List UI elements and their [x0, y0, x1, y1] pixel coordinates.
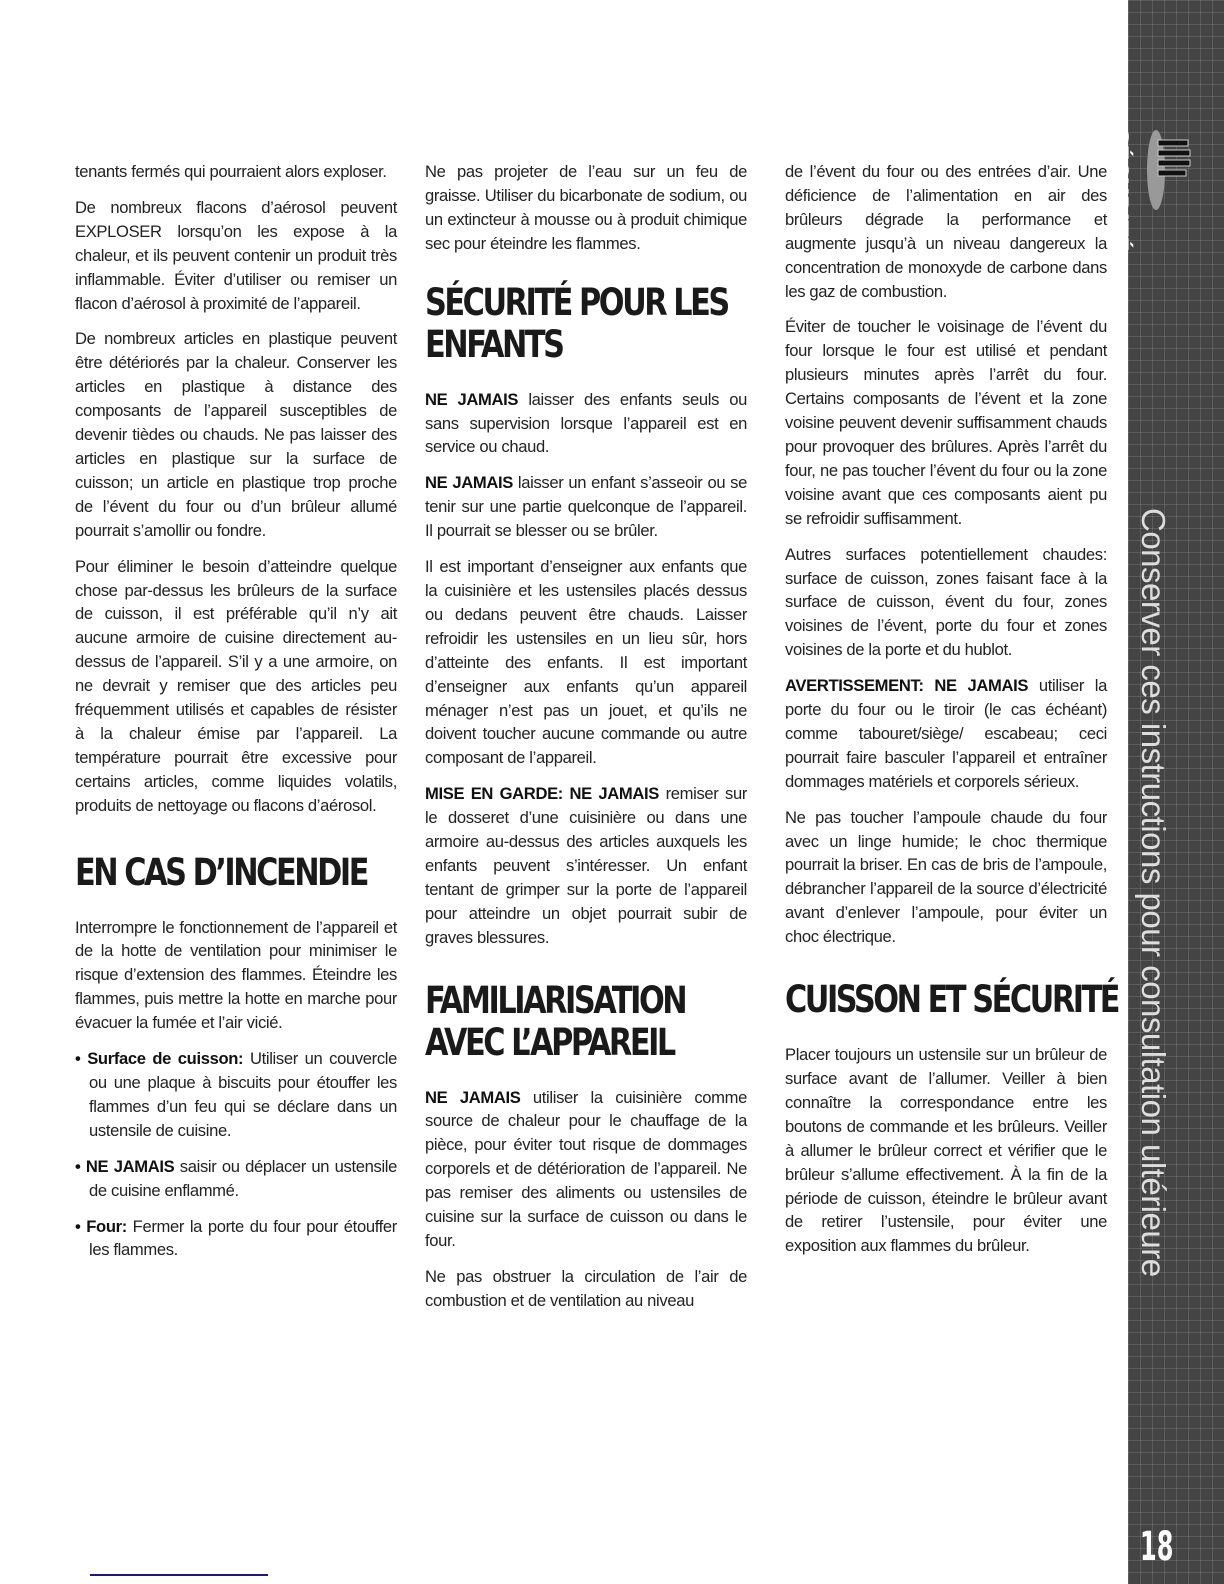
paragraph-text: saisir ou déplacer un ustensile de cuisine enflammé. — [89, 1156, 397, 1200]
paragraph — [785, 674, 1107, 794]
column-2 — [425, 160, 747, 1325]
paragraph — [785, 1043, 1107, 1258]
heading-securite-enfants — [425, 280, 728, 366]
paragraph-text: Interrompre le fonctionnement de l’appareil et de la hotte de ventilation pour minimiser le risque d’extension des flammes. Éteindre les flammes, puis mettre la hotte en marche pour évacuer la fumée et l’air vicié. — [75, 917, 397, 1033]
paragraph — [75, 327, 397, 542]
paragraph-lead: • NE JAMAIS — [75, 1156, 175, 1176]
paragraph — [75, 1155, 397, 1203]
paragraph-text: laisser des enfants seuls ou sans supervision lorsque l’appareil est en service ou chaud. — [425, 389, 747, 457]
vertical-notice: Conserver ces instructions pour consultation ultérieure — [1135, 508, 1172, 1277]
paragraph — [75, 916, 397, 1036]
paragraph-text: laisser un enfant s’asseoir ou se tenir sur une partie quelconque de l’appareil. Il pourrait se blesser ou se brûler. — [425, 473, 747, 541]
paragraph — [75, 1047, 397, 1143]
paragraph — [425, 1086, 747, 1253]
column-1 — [75, 160, 397, 1274]
paragraph-text: Autres surfaces potentiellement chaudes: surface de cuisson, zones faisant face à la surface de cuisson, évent du four, zones voisines de l’évent, porte du four et zones voisines de la porte et du hublot. — [785, 544, 1107, 660]
paragraph — [75, 160, 397, 184]
page-number: 18 — [1140, 1524, 1174, 1570]
paragraph — [785, 543, 1107, 663]
paragraph — [75, 196, 397, 316]
heading-en-cas-d-incendie: EN CAS D’INCENDIE — [75, 850, 367, 894]
paragraph-text: Ne pas obstruer la circulation de l’air de combustion et de ventilation au niveau — [425, 1266, 747, 1310]
paragraph-text: remiser sur le dosseret d’une cuisinière ou dans une armoire au-dessus des articles auxquels les enfants peuvent s’intéresser. Un enfant tentant de grimper sur la porte de l’appareil pour atteindre un objet pourrait subir de graves blessures. — [425, 784, 747, 947]
paragraph-lead: NE JAMAIS — [425, 473, 513, 493]
paragraph — [425, 160, 747, 256]
hand-icon — [1136, 110, 1196, 230]
paragraph — [425, 782, 747, 949]
paragraph — [785, 315, 1107, 530]
paragraph-lead: NE JAMAIS — [425, 1087, 521, 1107]
paragraph-text: Il est important d’enseigner aux enfants que la cuisinière et les ustensiles placés dessus ou dedans peuvent être chauds. Laisser refroidir les ustensiles en un lieu sûr, hors d’atteinte des enfants. Il est important d’enseigner aux enfants qu’un appareil ménager n’est pas un jouet, et qu’ils ne doivent toucher aucune commande ou autre composant de l’appareil. — [425, 557, 747, 768]
paragraph-lead: • Four: — [75, 1216, 127, 1236]
heading-line: SÉCURITÉ POUR LES — [425, 280, 728, 324]
paragraph-text: Éviter de toucher le voisinage de l’évent du four lorsque le four est utilisé et pendant plusieurs minutes après l’arrêt du four. Certains composants de l’évent et la zone voisine peuvent devenir suffisamment chauds pour provoquer des brûlures. Après l’arrêt du four, ne pas toucher l’évent du four ou la zone voisine avant que ces composants aient pu se refroidir suffisamment. — [785, 317, 1107, 528]
heading-familiarisation — [425, 980, 689, 1064]
paragraph — [75, 1215, 397, 1263]
column-3 — [785, 160, 1119, 1270]
paragraph-text: Pour éliminer le besoin d’atteindre quelque chose par-dessus les brûleurs de la surface de cuisson, il est préférable qu’il n’y ait aucune armoire de cuisine directement au-dessus de l’appareil. S’il y a une armoire, on ne devrait y remiser que des articles peu fréquemment utilisés et capables de résister à la chaleur émise par l’appareil. La température pourrait être excessive pour certains articles, comme liquides volatils, produits de nettoyage ou flacons d’aérosol. — [75, 556, 397, 815]
paragraph — [785, 806, 1107, 949]
paragraph-text: De nombreux flacons d’aérosol peuvent EXPLOSER lorsqu’on les expose à la chaleur, et ils peuvent contenir un produit très inflammable. Éviter d’utiliser ou remiser un flacon d’aérosol à proximité de l’appareil. — [75, 197, 397, 313]
paragraph-text: tenants fermés qui pourraient alors exploser. — [75, 162, 387, 181]
heading-line: FAMILIARISATION — [425, 978, 686, 1022]
paragraph-text: utiliser la cuisinière comme source de chaleur pour le chauffage de la pièce, pour éviter tout risque de dommages corporels et de détérioration de l’appareil. Ne pas remiser des aliments ou ustensiles de cuisine sur la surface de cuisson ou dans le four. — [425, 1087, 747, 1250]
paragraph-lead: AVERTISSEMENT: NE JAMAIS — [785, 676, 1029, 696]
paragraph-lead: NE JAMAIS — [425, 389, 519, 409]
paragraph-text: utiliser la porte du four ou le tiroir (le cas échéant) comme tabouret/siège/ escabeau; ceci pourrait faire basculer l’appareil et entraîner dommages matériels et corporels sérieux. — [785, 676, 1107, 791]
heading-line: AVEC L’APPAREIL — [425, 1020, 674, 1064]
paragraph — [425, 471, 747, 543]
paragraph — [425, 555, 747, 770]
paragraph-text: De nombreux articles en plastique peuvent être détériorés par la chaleur. Conserver les articles en plastique à distance des composants de l’appareil susceptibles de devenir tièdes ou chauds. Ne pas laisser des articles en plastique sur la surface de cuisson; un article en plastique trop proche de l’évent du four ou d’un brûleur allumé pourrait s’amollir ou fondre. — [75, 329, 397, 540]
paragraph — [425, 1265, 747, 1313]
paragraph-text: de l’évent du four ou des entrées d’air. Une déficience de l’alimentation en air des brûleurs dégrade la performance et augmente jusqu’à un niveau dangereux la concentration de monoxyde de carbone dans les gaz de combustion. — [785, 162, 1107, 301]
footer-rule — [90, 1574, 268, 1576]
paragraph — [785, 160, 1107, 303]
paragraph-lead: MISE EN GARDE: NE JAMAIS — [425, 784, 660, 804]
section-title: SÉCURITÉ — [1105, 128, 1133, 251]
paragraph-text: Ne pas toucher l’ampoule chaude du four avec un linge humide; le choc thermique pourrait la briser. En cas de bris de l’ampoule, débrancher l’appareil de la source d’électricité avant d’enlever l’ampoule, pour éviter un choc électrique. — [785, 807, 1107, 947]
paragraph-text: Placer toujours un ustensile sur un brûleur de surface avant de l’allumer. Veiller à bien connaître la correspondance entre les boutons de commande et les brûleurs. Veiller à allumer le brûleur correct et vérifier que le brûleur s’allume effectivement. À la fin de la période de cuisson, éteindre le brûleur avant de retirer l’ustensile, pour éviter une exposition aux flammes du brûleur. — [785, 1045, 1107, 1256]
paragraph — [75, 555, 397, 818]
paragraph-text: Fermer la porte du four pour étouffer les flammes. — [89, 1216, 397, 1260]
paragraph-text: Utiliser un couvercle ou une plaque à biscuits pour étouffer les flammes d’un feu qui se déclare dans un ustensile de cuisine. — [89, 1049, 398, 1140]
paragraph — [425, 388, 747, 460]
heading-cuisson-securite: CUISSON ET SÉCURITÉ — [785, 978, 1119, 1022]
paragraph-lead: • Surface de cuisson: — [75, 1049, 244, 1069]
paragraph-text: Ne pas projeter de l’eau sur un feu de graisse. Utiliser du bicarbonate de sodium, ou un extincteur à mousse ou à produit chimique sec pour éteindre les flammes. — [425, 162, 747, 253]
heading-line: ENFANTS — [425, 322, 563, 366]
